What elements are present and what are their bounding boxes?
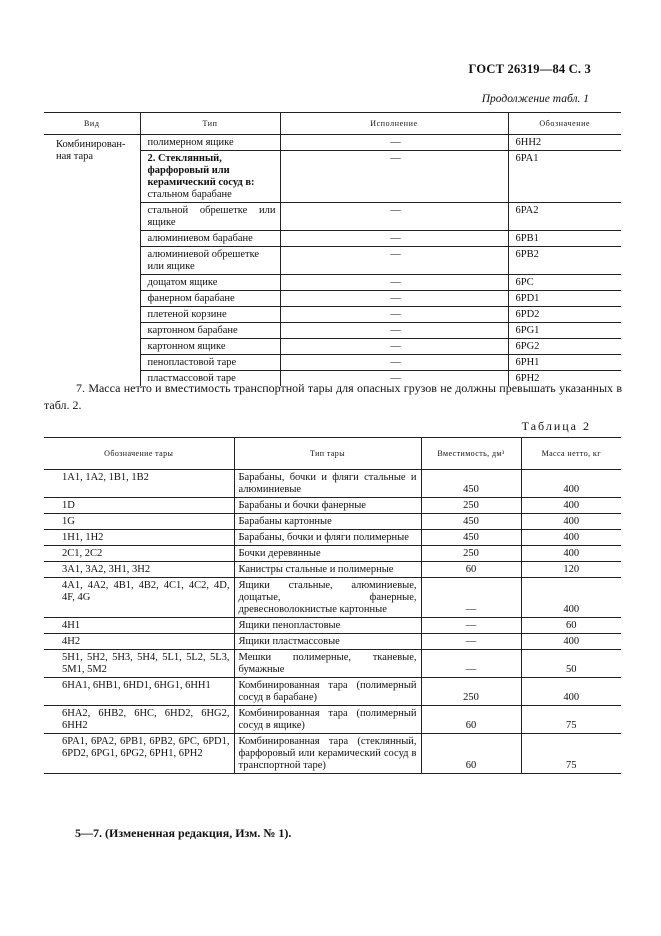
column-header-code: Обозначение [508, 113, 621, 135]
net-mass-cell: 400 [521, 470, 621, 498]
code-cell: 6PG2 [508, 339, 621, 355]
table-row [44, 706, 621, 734]
net-mass-cell: 120 [521, 562, 621, 578]
table-row [44, 546, 621, 562]
code-cell: 1D [44, 498, 234, 514]
type-cell: Комбинированная тара (полимерный сосуд в ящике) [234, 706, 421, 734]
type-cell: Барабаны, бочки и фляги стальные и алюминиевые [234, 470, 421, 498]
type-cell: Комбинированная тара (полимерный сосуд в барабане) [234, 678, 421, 706]
net-mass-cell: 400 [521, 678, 621, 706]
column-header-net-mass: Масса нетто, кг [521, 438, 621, 470]
capacity-cell: 250 [421, 678, 521, 706]
code-cell: 6PH1 [508, 355, 621, 371]
capacity-cell: 60 [421, 706, 521, 734]
type-cell: плетеной корзине [140, 307, 280, 323]
column-header-capacity: Вместимость, дм³ [421, 438, 521, 470]
capacity-cell: 60 [421, 734, 521, 774]
table-row [44, 470, 621, 498]
type-cell: картонном ящике [140, 339, 280, 355]
type-cell: фанерном барабане [140, 291, 280, 307]
execution-cell: — [280, 135, 508, 151]
net-mass-cell: 400 [521, 530, 621, 546]
capacity-cell: 60 [421, 562, 521, 578]
page-header-title: ГОСТ 26319—84 С. 3 [468, 62, 591, 76]
code-cell: 4A1, 4A2, 4B1, 4B2, 4C1, 4C2, 4D, 4F, 4G [44, 578, 234, 618]
capacity-cell: — [421, 634, 521, 650]
net-mass-cell: 50 [521, 650, 621, 678]
code-cell: 6PD2 [508, 307, 621, 323]
code-cell: 6PA1, 6PA2, 6PB1, 6PB2, 6PC, 6PD1, 6PD2, 6PG1, 6PG2, 6PH1, 6PH2 [44, 734, 234, 774]
kind-cell: Комбинирован- ная тара [56, 139, 126, 162]
column-header-container-type: Тип тары [234, 438, 421, 470]
table-continuation-note: Продолжение табл. 1 [481, 93, 589, 105]
table-row [44, 514, 621, 530]
net-mass-cell: 400 [521, 578, 621, 618]
table-row [44, 678, 621, 706]
type-cell: Барабаны, бочки и фляги полимерные [234, 530, 421, 546]
execution-cell: — [280, 151, 508, 203]
type-text: стальном барабане [147, 189, 232, 200]
type-cell: Барабаны картонные [234, 514, 421, 530]
net-mass-cell: 400 [521, 498, 621, 514]
execution-cell: — [280, 291, 508, 307]
type-cell: картонном барабане [140, 323, 280, 339]
code-cell: 6PA2 [508, 203, 621, 231]
capacity-cell: 250 [421, 498, 521, 514]
code-cell: 5H1, 5H2, 5H3, 5H4, 5L1, 5L2, 5L3, 5M1, 5M2 [44, 650, 234, 678]
code-cell: 4H1 [44, 618, 234, 634]
table-row [44, 562, 621, 578]
code-cell: 6PB2 [508, 247, 621, 275]
type-cell: Ящики пластмассовые [234, 634, 421, 650]
capacity-cell: — [421, 578, 521, 618]
type-cell: стальной обрешетке или ящике [140, 203, 280, 231]
execution-cell: — [280, 307, 508, 323]
capacity-cell: — [421, 618, 521, 634]
type-cell: Барабаны и бочки фанерные [234, 498, 421, 514]
execution-cell: — [280, 371, 508, 387]
column-header-type: Тип [140, 113, 280, 135]
amendment-text: 5—7. (Измененная редакция, Изм. № 1). [75, 826, 292, 840]
table-2-caption: Таблица 2 [521, 419, 591, 433]
code-cell: 6PB1 [508, 231, 621, 247]
execution-cell: — [280, 231, 508, 247]
table-2-header-row [44, 438, 621, 470]
column-header-execution: Исполнение [280, 113, 508, 135]
table-row [44, 634, 621, 650]
net-mass-cell: 400 [521, 634, 621, 650]
table-row [44, 734, 621, 774]
type-cell: Ящики стальные, алюминиевые, дощатые, фанерные, древесноволокнистые картонные [234, 578, 421, 618]
column-header-kind: Вид [44, 113, 140, 135]
capacity-cell: 450 [421, 514, 521, 530]
execution-cell: — [280, 355, 508, 371]
type-cell: Комбинированная тара (стеклянный, фарфоровый или керамический сосуд в транспортной таре) [234, 734, 421, 774]
code-cell: 6PA1 [508, 151, 621, 203]
code-cell: 4H2 [44, 634, 234, 650]
column-header-container-code: Обозначение тары [44, 438, 234, 470]
net-mass-cell: 75 [521, 706, 621, 734]
table-1-continuation [44, 112, 621, 386]
execution-cell: — [280, 339, 508, 355]
paragraph-7: 7. Масса нетто и вместимость транспортной тары для опасных грузов не должны превышать указанных в табл. 2. [44, 381, 622, 412]
code-cell: 6PD1 [508, 291, 621, 307]
execution-cell: — [280, 323, 508, 339]
group-heading: 2. Стеклянный, фарфоровый или керамический сосуд в: [147, 153, 255, 188]
capacity-cell: 250 [421, 546, 521, 562]
code-cell: 6PH2 [508, 371, 621, 387]
table-row [44, 650, 621, 678]
table-row [44, 530, 621, 546]
table-2 [44, 437, 621, 774]
table-1-header-row [44, 113, 621, 135]
table-row [44, 498, 621, 514]
capacity-cell: 450 [421, 530, 521, 546]
type-cell: алюминиевой обрешетке или ящике [140, 247, 280, 275]
type-cell [140, 151, 280, 203]
net-mass-cell: 400 [521, 514, 621, 530]
code-cell: 6HH2 [508, 135, 621, 151]
code-cell: 2C1, 2C2 [44, 546, 234, 562]
type-cell: Мешки полимерные, тканевые, бумажные [234, 650, 421, 678]
net-mass-cell: 60 [521, 618, 621, 634]
table-2-body [44, 470, 621, 774]
execution-cell: — [280, 203, 508, 231]
code-cell: 1H1, 1H2 [44, 530, 234, 546]
code-cell: 3A1, 3A2, 3H1, 3H2 [44, 562, 234, 578]
type-cell: полимерном ящике [140, 135, 280, 151]
code-cell: 6PC [508, 275, 621, 291]
net-mass-cell: 400 [521, 546, 621, 562]
code-cell: 6PG1 [508, 323, 621, 339]
code-cell: 6HA1, 6HB1, 6HD1, 6HG1, 6HH1 [44, 678, 234, 706]
execution-cell: — [280, 275, 508, 291]
type-cell: пенопластовой таре [140, 355, 280, 371]
type-cell: Ящики пенопластовые [234, 618, 421, 634]
code-cell: 6HA2, 6HB2, 6HC, 6HD2, 6HG2, 6HH2 [44, 706, 234, 734]
type-cell: алюминиевом барабане [140, 231, 280, 247]
type-cell: Бочки деревянные [234, 546, 421, 562]
execution-cell: — [280, 247, 508, 275]
amendment-note [75, 826, 291, 841]
table-row [44, 578, 621, 618]
type-cell: дощатом ящике [140, 275, 280, 291]
code-cell: 1G [44, 514, 234, 530]
type-cell: пластмассовой таре [140, 371, 280, 387]
capacity-cell: — [421, 650, 521, 678]
type-cell: Канистры стальные и полимерные [234, 562, 421, 578]
code-cell: 1A1, 1A2, 1B1, 1B2 [44, 470, 234, 498]
net-mass-cell: 75 [521, 734, 621, 774]
table-row [44, 135, 621, 151]
capacity-cell: 450 [421, 470, 521, 498]
table-row [44, 618, 621, 634]
